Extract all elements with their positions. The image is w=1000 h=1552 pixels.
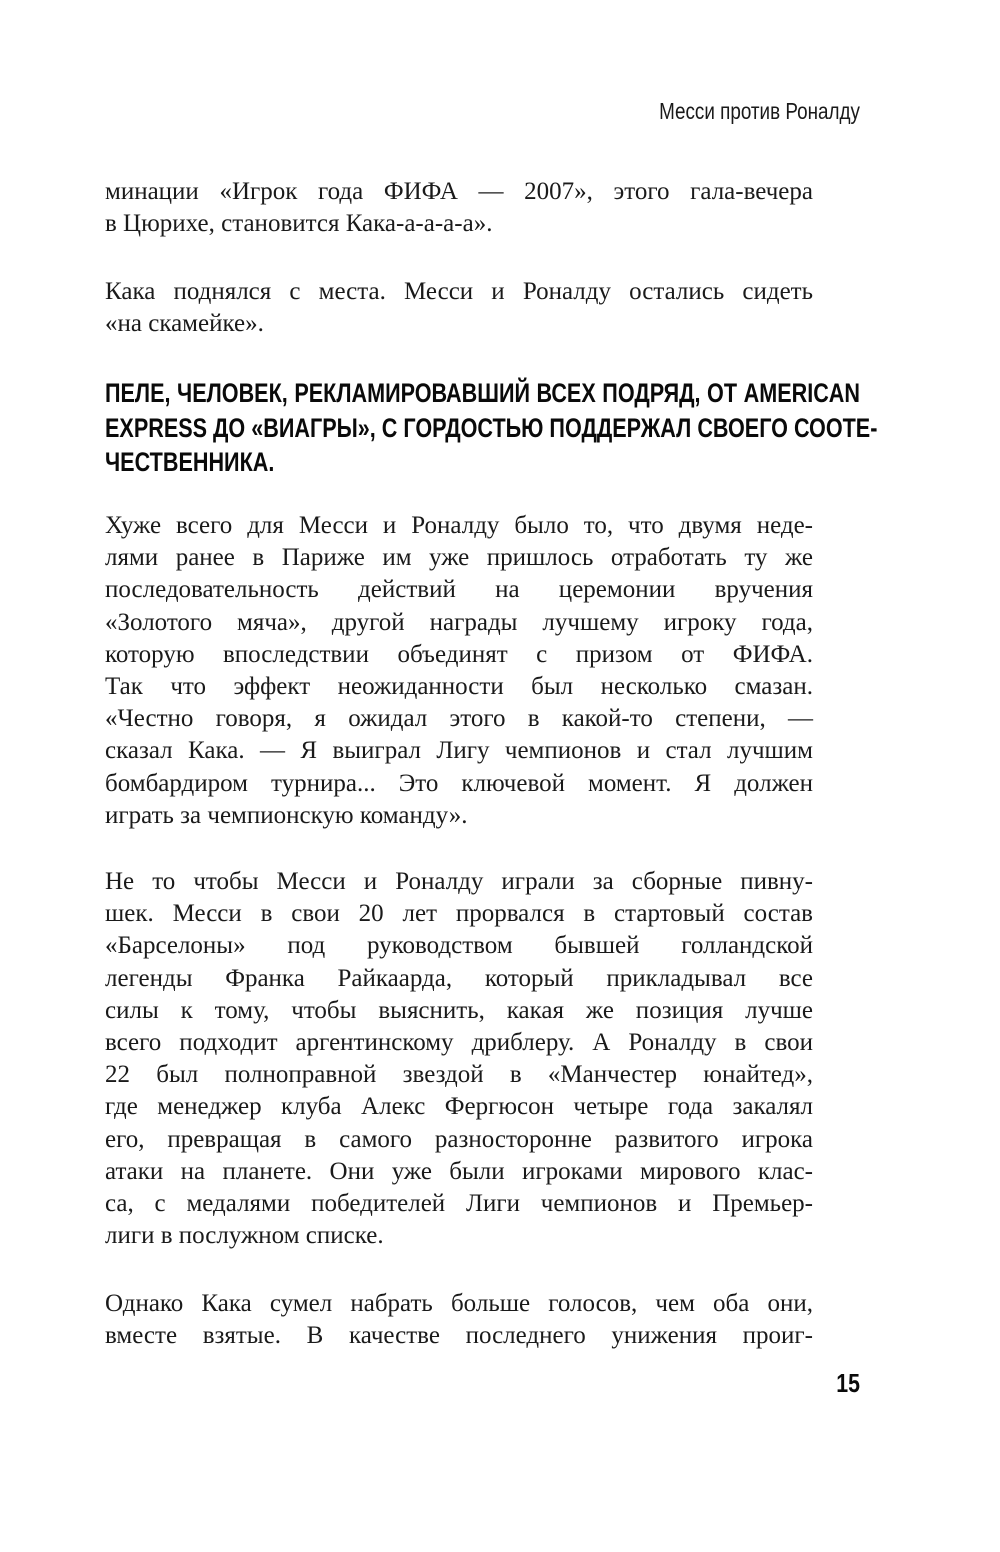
text-line: атаки на планете. Они уже были игроками мирового клас- (105, 1157, 813, 1185)
text-line: «на скамейке». (105, 310, 264, 338)
pull-quote-line: ПЕЛЕ, ЧЕЛОВЕК, РЕКЛАМИРОВАВШИЙ ВСЕХ ПОДРЯД, ОТ AMERICAN (105, 378, 860, 408)
paragraph-4 (105, 866, 813, 1252)
paragraph-1 (105, 176, 813, 240)
text-line: бомбардиром турнира... Это ключевой момент. Я должен (105, 769, 813, 797)
text-line: Не то чтобы Месси и Роналду играли за сборные пивну- (105, 868, 813, 895)
text-line: Хуже всего для Месси и Роналду было то, что двумя неде- (105, 512, 813, 539)
text-line: сказал Кака. — Я выиграл Лигу чемпионов и стал лучшим (105, 737, 813, 765)
text-line: где менеджер клуба Алекс Фергюсон четыре года закалял (105, 1093, 813, 1121)
text-line: «Барселоны» под руководством бывшей голландской (105, 932, 813, 960)
page-number: 15 (836, 1368, 860, 1398)
text-line: са, с медалями победителей Лиги чемпионов и Премьер- (105, 1190, 813, 1218)
paragraph-3 (105, 510, 813, 832)
text-line: «Золотого мяча», другой награды лучшему игроку года, (105, 608, 813, 636)
text-line: которую впоследствии объединят с призом от ФИФА. (105, 640, 813, 668)
running-head-title: Месси против Роналду (659, 98, 860, 124)
text-line: лиги в послужном списке. (105, 1222, 384, 1250)
pull-quote-line: EXPRESS ДО «ВИАГРЫ», С ГОРДОСТЬЮ ПОДДЕРЖАЛ СВОЕГО СООТЕ- (105, 412, 878, 443)
text-line: шек. Месси в свои 20 лет прорвался в стартовый состав (105, 900, 813, 928)
text-line: его, превращая в самого разносторонне развитого игрока (105, 1125, 813, 1153)
text-line: всего подходит аргентинскому дриблеру. А Роналду в свои (105, 1029, 813, 1057)
text-line: 22 был полноправной звездой в «Манчестер юнайтед», (105, 1061, 813, 1089)
text-line: вместе взятые. В качестве последнего унижения проиг- (105, 1322, 813, 1350)
text-line: минации «Игрок года ФИФА — 2007», этого гала-вечера (105, 178, 813, 205)
text-line: Однако Кака сумел набрать больше голосов, чем оба они, (105, 1290, 813, 1317)
paragraph-2 (105, 276, 813, 340)
text-line: легенды Франка Райкаарда, который прикладывал все (105, 964, 813, 992)
text-line: в Цюрихе, становится Кака-а-а-а-а». (105, 210, 493, 238)
pull-quote (105, 376, 878, 480)
paragraph-5 (105, 1288, 813, 1352)
text-line: силы к тому, чтобы выяснить, какая же позиция лучше (105, 996, 813, 1024)
text-line: «Честно говоря, я ожидал этого в какой-то степени, — (105, 705, 813, 733)
text-line: Так что эффект неожиданности был несколько смазан. (105, 673, 813, 701)
text-line: последовательность действий на церемонии вручения (105, 576, 813, 604)
text-line: Кака поднялся с места. Месси и Роналду остались сидеть (105, 278, 813, 305)
pull-quote-line: ЧЕСТВЕННИКА. (105, 447, 275, 477)
text-line: лями ранее в Париже им уже пришлось отработать ту же (105, 544, 813, 572)
text-line: играть за чемпионскую команду». (105, 801, 468, 829)
